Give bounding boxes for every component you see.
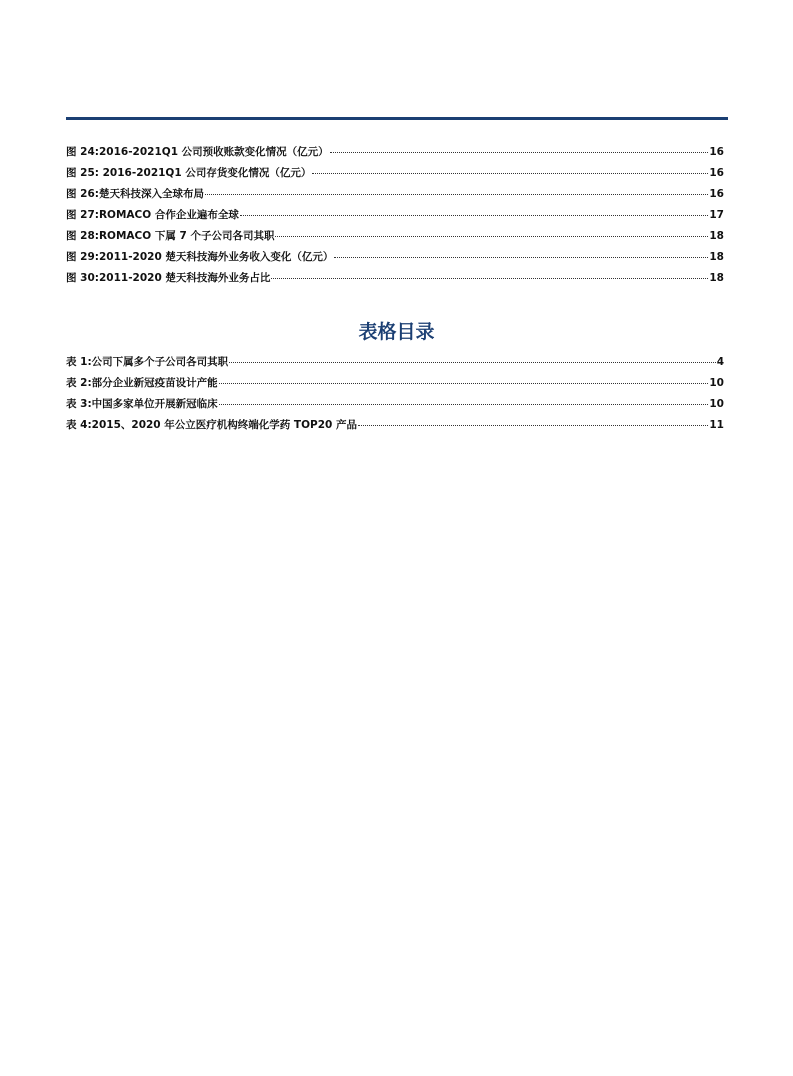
toc-entry[interactable] — [66, 249, 724, 270]
toc-entry-page: 18 — [709, 230, 724, 242]
toc-entry-label: 图 26:楚天科技深入全球布局 — [66, 188, 204, 200]
header-rule — [66, 117, 728, 120]
toc-entry-label: 表 3:中国多家单位开展新冠临床 — [66, 398, 218, 410]
toc-leader-dots — [229, 362, 716, 363]
toc-entry-label: 表 2:部分企业新冠疫苗设计产能 — [66, 377, 218, 389]
toc-entry-label: 表 4:2015、2020 年公立医疗机构终端化学药 TOP20 产品 — [66, 419, 357, 431]
toc-entry[interactable] — [66, 144, 724, 165]
toc-entry-page: 16 — [709, 146, 724, 158]
toc-entry-page: 10 — [709, 398, 724, 410]
toc-entry-label: 图 24:2016-2021Q1 公司预收账款变化情况（亿元） — [66, 146, 329, 158]
toc-leader-dots — [358, 425, 708, 426]
toc-entry-page: 16 — [709, 167, 724, 179]
toc-entry[interactable] — [66, 354, 724, 375]
toc-entry[interactable] — [66, 396, 724, 417]
toc-entry[interactable] — [66, 186, 724, 207]
toc-entry[interactable] — [66, 207, 724, 228]
tables-toc-list — [66, 354, 724, 438]
toc-leader-dots — [334, 257, 708, 258]
toc-entry-label: 表 1:公司下属多个子公司各司其职 — [66, 356, 229, 368]
toc-leader-dots — [205, 194, 708, 195]
toc-entry[interactable] — [66, 165, 724, 186]
toc-entry[interactable] — [66, 417, 724, 438]
toc-entry-label: 图 29:2011-2020 楚天科技海外业务收入变化（亿元） — [66, 251, 334, 263]
toc-entry-page: 17 — [709, 209, 724, 221]
figures-toc-list — [66, 144, 724, 291]
toc-entry[interactable] — [66, 375, 724, 396]
toc-entry-page: 11 — [709, 419, 724, 431]
toc-entry-label: 图 25: 2016-2021Q1 公司存货变化情况（亿元） — [66, 167, 312, 179]
toc-leader-dots — [312, 173, 708, 174]
toc-entry-page: 10 — [709, 377, 724, 389]
toc-entry-page: 4 — [716, 356, 724, 368]
toc-leader-dots — [240, 215, 709, 216]
toc-leader-dots — [330, 152, 709, 153]
toc-entry-label: 图 27:ROMACO 合作企业遍布全球 — [66, 209, 239, 221]
toc-entry-page: 16 — [709, 188, 724, 200]
tables-section-title: 表格目录 — [358, 321, 435, 343]
toc-leader-dots — [219, 383, 709, 384]
toc-leader-dots — [271, 278, 708, 279]
toc-entry[interactable] — [66, 228, 724, 249]
toc-leader-dots — [219, 404, 709, 405]
toc-entry-label: 图 28:ROMACO 下属 7 个子公司各司其职 — [66, 230, 275, 242]
toc-entry-page: 18 — [709, 272, 724, 284]
toc-entry-page: 18 — [709, 251, 724, 263]
toc-entry[interactable] — [66, 270, 724, 291]
toc-entry-label: 图 30:2011-2020 楚天科技海外业务占比 — [66, 272, 271, 284]
toc-leader-dots — [275, 236, 708, 237]
